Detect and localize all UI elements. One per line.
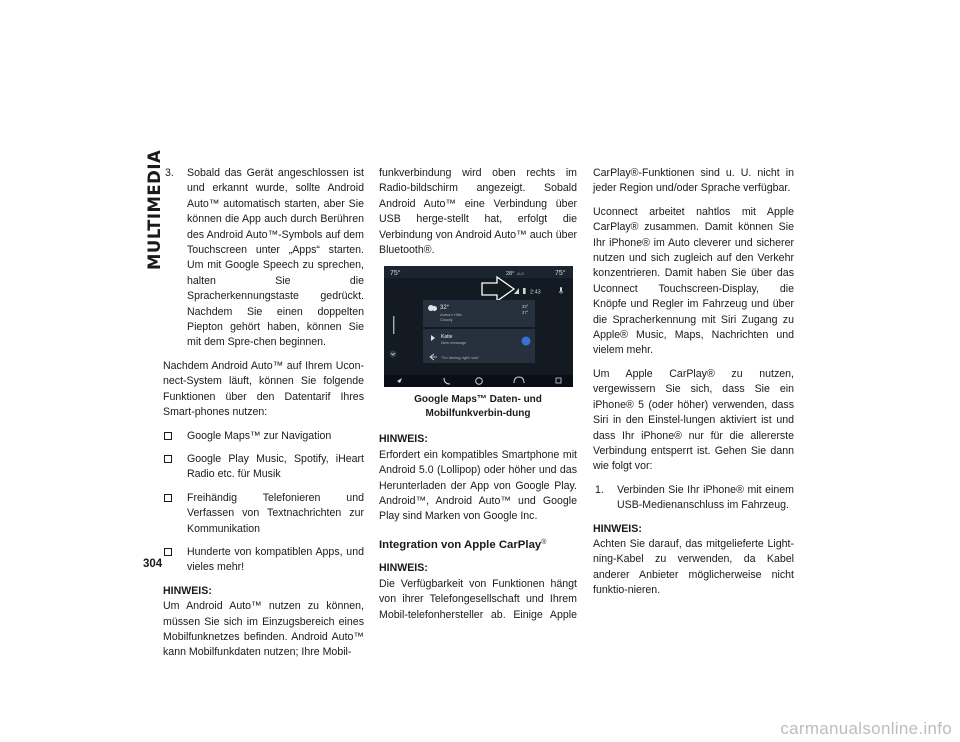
watermark-footer: carmanualsonline.info <box>780 718 952 738</box>
list-text: Sobald das Gerät angeschlossen ist und erkannt wurde, sollte Android Auto™ automatisch starten, aber Sie können die App auch durch Berühren des Android Auto™-Symbols auf dem Touchscreen unter „Apps“ starten. Um mit Google Speech zu sprechen, halten Sie die Spracherkennungstaste gedrückt. Nachdem Sie einen doppelten Piepton gehört haben, können Sie mit dem Spre-chen beginnen. <box>187 167 364 349</box>
paragraph: Uconnect arbeitet nahtlos mit Apple CarPlay® zusammen. Damit können Sie Ihr iPhone® im Auto cleverer und sicherer nutzen und sich zugleich auf den Verkehr konzentrieren. Damit haben Sie über das Uconnect Touchscreen-Display, die Knöpfe und Regler im Fahrzeug und über die Spracherkennung mit Siri Zugang zu Apple® Music, Maps, Nachrichten und vielem mehr. <box>593 205 794 357</box>
msg-quote: "I'm driving right now" <box>441 355 480 361</box>
list-item-3 <box>163 166 364 351</box>
chevron-down-icon <box>390 351 397 358</box>
weather-cond: Cloudy <box>440 317 453 323</box>
bullet-item: Hunderte von kompatiblen Apps, und vieles mehr! <box>163 545 364 576</box>
battery-icon <box>523 288 526 294</box>
paragraph: funkverbindung wird oben rechts im Radio-bildschirm angezeigt. Sobald Android Auto™ eine Verbindung über USB herge-stellt hat, erfolgt die Verbindung von Android Auto™ auch über Bluetooth®. <box>379 167 577 257</box>
weather-lo: 27° <box>522 310 529 316</box>
msg-sub: New message <box>441 340 467 346</box>
weather-temp: 32° <box>440 305 450 312</box>
bullet-item: Google Play Music, Spotify, iHeart Radio etc. für Musik <box>163 452 364 483</box>
section-heading: Integration von Apple CarPlay® <box>379 538 547 551</box>
bullet-item: Google Maps™ zur Navigation <box>163 429 364 444</box>
temp-left: 75° <box>390 270 401 278</box>
note-heading: HINWEIS: <box>379 562 428 575</box>
microphone-icon <box>560 287 562 292</box>
note-heading: HINWEIS: <box>593 522 642 535</box>
checkbox-bullet-icon <box>164 455 172 463</box>
list-text: Verbinden Sie Ihr iPhone® mit einem USB-Medienanschluss im Fahrzeug. <box>617 483 794 512</box>
note-text: Achten Sie darauf, das mitgelieferte Light-ning-Kabel zu verwenden, da Kabel anderer Anbieter möglicherweise nicht funktio-nieren. <box>593 537 794 597</box>
list-item-1 <box>593 483 794 514</box>
note-text: Um Android Auto™ nutzen zu können, müssen Sie sich im Einzugsbereich eines Mobilfunknetzes befinden. Android Auto™ kann Mobilfunkdaten nutzen; Ihre Mobil- <box>163 600 364 659</box>
column-1 <box>163 166 364 669</box>
checkbox-bullet-icon <box>164 494 172 502</box>
note-text: Erfordert ein kompatibles Smartphone mit Android 5.0 (Lollipop) oder höher und das Herunterladen der App von Google Play. Android™, Android Auto™ und Google Play sind Marken von Google Inc. <box>379 448 577 523</box>
temp-right: 75° <box>555 270 566 278</box>
checkbox-bullet-icon <box>164 548 172 556</box>
figure-caption: Google Maps™ Daten- und Mobilfunkverbin-dung <box>414 394 542 419</box>
registered-mark: ® <box>541 538 547 546</box>
checkbox-bullet-icon <box>164 432 172 440</box>
paragraph: Nachdem Android Auto™ auf Ihrem Ucon-nect-System läuft, können Sie folgende Funktionen über den Datentarif Ihres Smart-phones nutzen: <box>163 359 364 419</box>
column-2 <box>379 166 577 631</box>
list-number: 3. <box>165 167 174 179</box>
column-3 <box>593 166 794 607</box>
paragraph: Um Apple CarPlay® zu nutzen, vergewissern Sie sich, dass Sie ein iPhone® 5 (oder höher) verwenden, dass Siri in den Einstel-lungen aktiviert ist und dass Ihr iPhone® nur für die allererste Verbindung entsperrt ist. Gehen Sie dann wie folgt vor: <box>593 367 794 473</box>
note-heading: HINWEIS: <box>379 433 428 446</box>
android-auto-screen-figure <box>384 266 573 387</box>
clock: 2:43 <box>530 289 541 296</box>
contact-avatar <box>522 337 531 346</box>
weather-hi: 33° <box>522 304 529 310</box>
section-title: MULTIMEDIA <box>145 149 164 270</box>
page-number: 304 <box>143 558 163 570</box>
temp-mid-unit: AUX <box>517 272 525 277</box>
note-heading: HINWEIS: <box>163 584 212 597</box>
list-number: 1. <box>595 483 604 496</box>
note-text: Die Verfügbarkeit von Funktionen hängt von ihrer Telefongesellschaft und Ihrem Mobil-telefonhersteller ab. Einige Apple <box>379 577 577 621</box>
bullet-item: Freihändig Telefonieren und Verfassen von Textnachrichten zur Kommunikation <box>163 491 364 537</box>
weather-place: Auburn Hills <box>440 312 462 318</box>
temp-mid: 28° <box>506 271 515 278</box>
msg-name: Katie <box>441 334 453 341</box>
paragraph: CarPlay®-Funktionen sind u. U. nicht in jeder Region und/oder Sprache verfügbar. <box>593 167 794 195</box>
